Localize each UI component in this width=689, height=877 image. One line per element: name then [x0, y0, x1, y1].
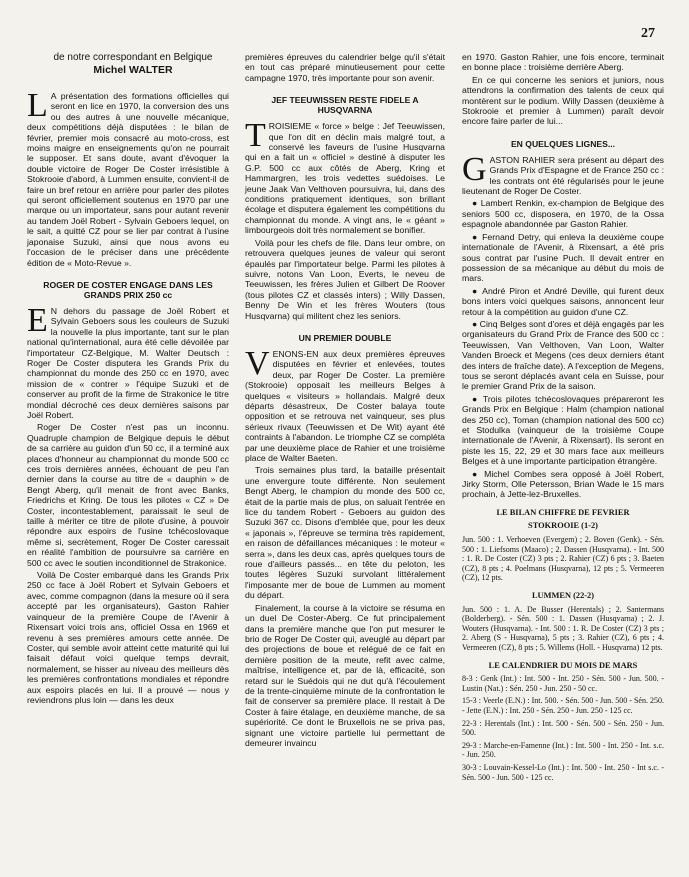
paragraph: Voilà pour les chefs de file. Dans leur ombre, on retrouvera quelques jeunes de valeur qui seront épaulés par l'importateur belge. Parmi les pilotes à suivre, notons Van Loon, Everts, le neveu de Teeuwissen, les frères Julien et Gilbert De Roover (tous pilotes CZ et classés inters) ; Willy Dassen, Benny De Win et les frères Wouters (tous Husqvarna) qui militent chez les seniors. — [245, 237, 445, 321]
drop-cap: T — [245, 117, 266, 155]
news-item: ● Lambert Renkin, ex-champion de Belgique des seniors 500 cc, disposera, en 1970, de la Ossa espagnole abandonnée par Gaston Rahier. — [462, 198, 664, 230]
calendar-heading: LE CALENDRIER DU MOIS DE MARS — [488, 660, 638, 670]
paragraph: premières épreuves du calendrier belge qu'il s'était en tout cas préparé minutieusement pour cette campagne 1970, très importante pour son avenir. — [245, 52, 445, 83]
results-subheading: STOKROOIE (1-2) — [528, 521, 598, 531]
section-heading: EN QUELQUES LIGNES... — [510, 138, 616, 149]
paragraph: E N dehors du passage de Joël Robert et Sylvain Geboers sous les couleurs de Suzuki la nouvelle la plus importante, tant sur le plan national qu'international, aura été celle dévoilée par l'importateur CZ-Belgique, M. Walter Deutsch : Roger De Coster disputera les Grands Prix du championnat du monde des 250 cc en 1970, avec mission de « contrer » l'équipe Suzuki et de conserver au profit de la firme de Strakonice le titre mondial décroché ces deux dernières saisons par Joël Robert. — [27, 301, 229, 420]
paragraph: en 1970. Gaston Rahier, une fois encore, terminait en bonne place : troisième derrière Aberg. — [462, 52, 664, 73]
drop-cap: G — [462, 150, 487, 188]
column-3 — [462, 52, 664, 785]
drop-cap: L — [27, 87, 48, 124]
paragraph: GASTON RAHIER sera présent au départ des Grands Prix d'Espagne et de France 250 cc : les contrats ont été régularisés pour le jeune lieutenant de Roger De Coster. — [462, 150, 664, 197]
drop-cap: E — [27, 301, 48, 339]
column-2 — [245, 52, 445, 750]
results-heading: LE BILAN CHIFFRE DE FEVRIER — [496, 507, 630, 517]
drop-cap: V — [245, 344, 270, 382]
results-subheading: LUMMEN (22-2) — [531, 591, 595, 600]
paragraph: Finalement, la course à la victoire se résuma en un duel De Coster-Aberg. Ce fut principalement dans la première manche que l'on put mesurer le brio de Roger De Coster qui, aveuglé au départ par des projections de boue et relégué de ce fait en dernière position de la meute, refit avec calme, maîtrise, intelligence et, par de là, efficacité, son retard sur le Suédois qui ne dut qu'à l'écoulement de la trente-cinquième minute de la confrontation le fait de conserver sa première place. Il restait à De Coster à faire étalage, en deuxième manche, de sa supériorité. Ce dont le Bruxellois ne se priva pas, signant une victoire partielle lui permettant de demeurer invaincu — [245, 602, 445, 748]
paragraph: VENONS-EN aux deux premières épreuves disputées en février et enlevées, toutes deux, par Roger De Coster. La première (Stokrooie) opposait les meilleurs Belges à quelques « visiteurs » hollandais. Malgré deux départs désastreux, De Coster balaya toute opposition et se retrouva net vainqueur, ses plus sérieux rivaux (Teeuwissen et De Wit) ayant été contraints à l'abandon. Le triomphe CZ se compléta par une deuxième place de Rahier et une troisième place de Walter Baeten. — [245, 344, 445, 463]
paragraph: Voilà De Coster embarqué dans les Grands Prix 250 cc face à Joël Robert et Sylvain Geboers et avec, comme compagnon (dans la mesure où il sera accepté par les organisateurs), Gaston Rahier vainqueur de la première Coupe de l'Avenir à Rixensart voici trois ans, officiel Ossa en 1969 et revenu à ses premières amours cette année. De Coster, qui semble avoir atteint cette maturité qui lui faisait défaut voici quelque temps devrait, normalement, se hisser au niveau des meilleurs dès les premières confrontations mondiales et répondre aux espoirs placés en lui. Il a prouvé — nous y reviendrons plus loin — dans les deux — [27, 570, 229, 705]
calendar-entry: 8-3 : Genk (Int.) : Int. 500 - Int. 250 - Sén. 500 - Jun. 500. - Lustin (Nat.) : Sén. 250 - Jun. 250 - 50 cc. — [462, 674, 664, 693]
byline: de notre correspondant en Belgique — [53, 52, 213, 63]
author-name: Michel WALTER — [93, 64, 173, 76]
paragraph: Trois semaines plus tard, la bataille présentait une envergure toute différente. Non seulement Bengt Aberg, le champion du monde des 500 cc, était de la partie mais de plus, on saluait l'entrée en lice du tandem Robert - Geboers au guidon des Suzuki 367 cc. Disons d'emblée que, pour les deux « japonais », l'épreuve se termina très rapidement, en raison de défaillances mécaniques : le moteur « serra », dans les deux cas, après quelques tours de roue d'ailleurs passés... en tête du peloton, les toutes légères Suzuki survolant littéralement l'imposante mer de boue de Lummen au moment du départ. — [245, 465, 445, 601]
results-stokrooie: Jun. 500 : 1. Verhoeven (Evergem) ; 2. Boven (Genk). - Sén. 500 : 1. Liefsoms (Maaco) ; 2. Dassen (Husqvarna). - Int. 500 : 1. R. De Coster (CZ) 3 pts ; 2. Rahier (CZ) 6 pts ; 3. Baeten (CZ), 8 pts ; 4. Poelmans (Husqvarna), 12 pts ; 5. Vermeeren (CZ), 12 pts. — [462, 535, 664, 583]
page-number: 27 — [641, 26, 655, 41]
news-item: ● Michel Combes sera opposé à Joël Robert, Jirky Storm, Olle Petersson, Brian Wade le 15 mars prochain, à Jette-lez-Bruxelles. — [462, 468, 664, 500]
news-item: ● Fernand Detry, qui enleva la deuxième coupe internationale de l'Avenir, à Rixensart, a été pris sous contrat par l'usine Puch. Il devait entrer en possession de sa mécanique au début du mois de mars. — [462, 231, 664, 284]
calendar-entry: 29-3 : Marche-en-Famenne (Int.) : Int. 500 - Int. 250 - Int. s.c. - Jun. 250. — [462, 740, 664, 760]
calendar-entry: 15-3 : Veerle (E.N.) : Int. 500. - Sén. 500 - Jun. 500 - Sén. 250. - Jette (E.N.) : Int. 250 - Sén. 250 - Jun. 250 - 125 cc. — [462, 696, 664, 715]
intro-paragraph: L A présentation des formations officielles qui seront en lice en 1970, la conversion des uns ou des autres à une nouvelle mécanique, deux compétitions déjà disputées : le bilan de février, premier mois consacré au moto-cross, est moins maigre en enseignements qu'on ne pourrait le supposer. Et sans doute, avant d'évoquer la double victoire de Roger De Coster irrésistible à Stokrooie d'abord, à Lummen ensuite, convient-il de faire un bref retour en arrière pour parler des pilotes qui seront officiellement soutenus en 1970 par une marque ou un importateur, sans pour autant revenir au tandem Joël Robert - Sylvain Geboers lequel, on le sait, a quitté CZ pour se lier par contrat à l'usine japonaise Suzuki, ainsi que nous avons eu l'occasion de le préciser dans une précédente édition de « Moto-Revue ». — [27, 87, 229, 268]
paragraph: En ce qui concerne les seniors et juniors, nous attendrons la confirmation des talents de ceux qui montèrent sur le podium. Willy Dassen (deuxième à Stokrooie et premier à Lummen) paraît devoir encore faire parler de lui... — [462, 74, 664, 127]
news-item: ● Trois pilotes tchécoslovaques prépareront les Grands Prix en Belgique : Halm (champion national des 250 cc), Toman (champion national des 500 cc) et Stodulka (vainqueur de la troisième Coupe internationale de l'Avenir, à Rixensart). Ils seront en piste les 15, 22, 29 et 30 mars face aux meilleurs Belges et à une importante participation étrangère. — [462, 393, 664, 467]
results-box — [462, 508, 664, 782]
calendar-entry: 30-3 : Louvain-Kessel-Lo (Int.) : Int. 500 - Int. 250 - Int s.c. - Sén. 500 - Jun. 500 - 125 cc. — [462, 762, 664, 782]
results-lummen: Jun. 500 : 1. A. De Busser (Herentals) ; 2. Santermans (Bolderberg). - Sén. 500 : 1. Dassen (Husqvarna) ; 2. J. Wouters (Husqvarna). - Int. 500 : 1. R. De Coster (CZ) 3 pts ; 2. Aberg (S - Husqvarna), 5 pts ; 3. Rahier (CZ), 6 pts ; 4. Vermeeren (CZ), 8 pts ; 5. Willems (Holl. - Husqvarna) 12 pts. — [462, 604, 664, 652]
news-item: ● André Piron et André Deville, qui furent deux bons inters voici quelques saisons, annoncent leur retour à la compétition au guidon d'une CZ. — [462, 285, 664, 317]
paragraph: TROISIEME « force » belge : Jef Teeuwissen, que l'on dit en déclin mais malgré tout, a conservé les faveurs de l'usine Husqvarna qui en a fait un « officiel » destiné à disputer les G.P. 500 cc aux côtés de Aberg, Kring et Hammargren, les trois vedettes suédoises. Le jeune Jaak Van Velthoven poursuivra, lui, dans des conditions pratiquement identiques, son brillant écolage et disputera également les compétitions du championnat du monde. A vingt ans, le « géant » limbourgeois doit très normalement se bonifier. — [245, 117, 445, 236]
column-1 — [27, 52, 229, 707]
section-heading: JEF TEEUWISSEN RESTE FIDELE A HUSQVARNA — [271, 95, 419, 116]
calendar-entry: 22-3 : Herentals (Int.) : Int. 500 - Sén. 500 - Sén. 250 - Jun. 500. — [462, 718, 664, 738]
news-item: ● Cinq Belges sont d'ores et déjà engagés par les organisateurs du Grand Prix de France des 500 cc : Teeuwissen, Van Velthoven, Van Loon, Walter Vanden Broeck et Megens (ces deux derniers étant des inters de fraîche date). A l'exception de Megens, tous se seront déplacés avant cela en Suisse, pour le premier Grand Prix de la saison. — [462, 318, 664, 392]
section-heading: ROGER DE COSTER ENGAGE DANS LES GRANDS PRIX 250 cc — [43, 279, 213, 300]
section-heading: UN PREMIER DOUBLE — [298, 332, 392, 343]
paragraph: Roger De Coster n'est pas un inconnu. Quadruple champion de Belgique depuis le début de sa carrière au guidon d'un 50 cc, il a terminé aux places d'honneur au championnat du monde 500 cc ces trois dernières années, échouant de peu l'an dernier dans la course au titre de « dauphin » de Bengt Aberg, qu'il menait de front avec Banks, Friedrichs et Kring. De tous les pilotes « CZ » De Coster, incontestablement, paraissait le seul de taille à mériter ce titre de pilote d'usine, à pouvoir répondre aux espoirs de l'usine tchécoslovaque même si, secrètement, Roger De Coster caressait en réalité l'ambition de poursuivre sa carrière en 500 cc avec le soutien inconditionnel de Strakonice. — [27, 422, 229, 568]
